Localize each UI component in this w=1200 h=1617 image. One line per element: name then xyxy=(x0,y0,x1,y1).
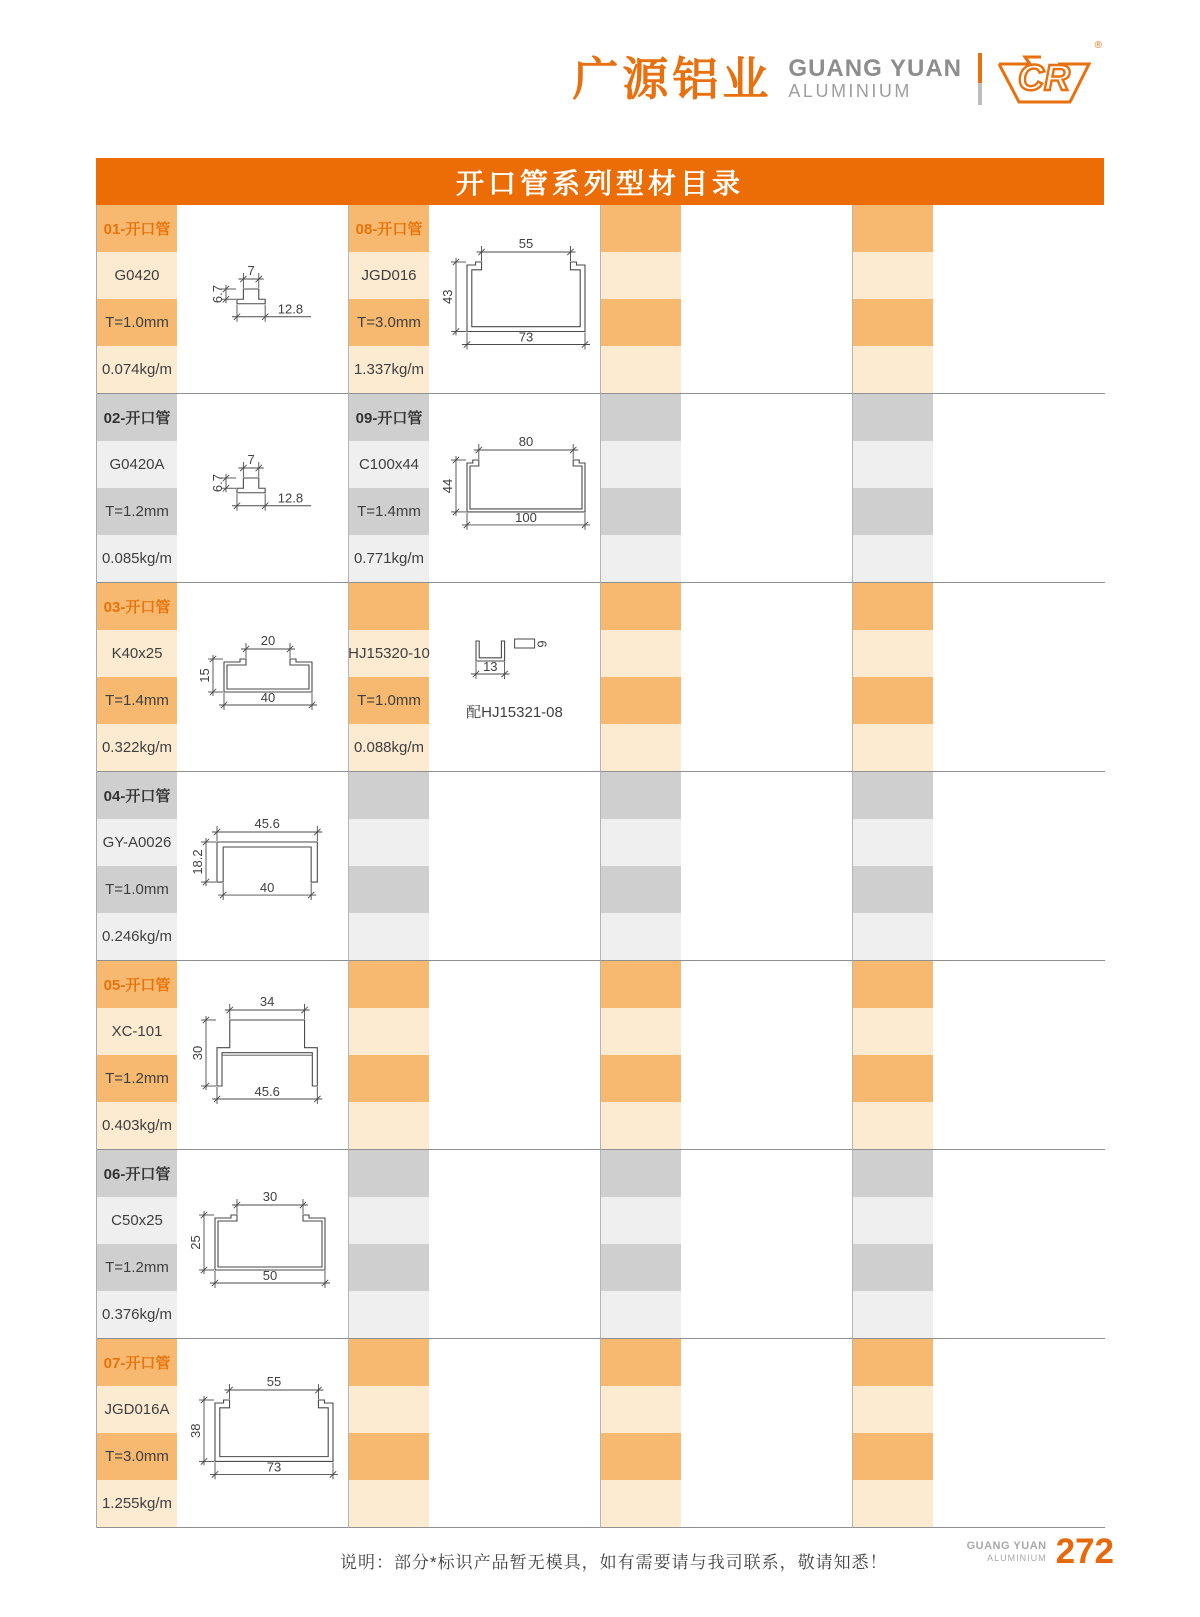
stripe-cell xyxy=(853,819,933,866)
stripe-cell xyxy=(601,1055,681,1102)
company-logo-icon xyxy=(996,40,1102,110)
empty-product-cell xyxy=(853,583,1105,772)
brand-name-english xyxy=(788,56,962,102)
product-model: C50x25 xyxy=(97,1197,177,1244)
dimension-label: 6.7 xyxy=(210,473,226,492)
stripe-cell xyxy=(601,488,681,535)
stripe-cell xyxy=(601,1102,681,1149)
dimension-label: 7 xyxy=(247,451,256,467)
dimension-label: 18.2 xyxy=(190,849,206,875)
product-weight: 0.322kg/m xyxy=(97,724,177,771)
stripe-cell xyxy=(853,866,933,913)
diagram-area xyxy=(429,772,600,960)
empty-product-cell xyxy=(601,583,853,772)
diagram-area xyxy=(177,772,348,960)
diagram-area xyxy=(429,961,600,1149)
product-thickness: T=1.2mm xyxy=(97,1244,177,1291)
footer-brand xyxy=(967,1540,1047,1563)
stripe-cell xyxy=(853,630,933,677)
page-header xyxy=(0,0,1200,150)
profile-drawing xyxy=(205,452,319,525)
stripe-cell xyxy=(853,1150,933,1197)
product-label-column xyxy=(601,1339,681,1527)
product-label-column xyxy=(853,772,933,960)
diagram-area xyxy=(681,583,852,771)
stripe-cell xyxy=(349,1150,429,1197)
empty-product-cell xyxy=(853,772,1105,961)
product-label-column xyxy=(853,583,933,771)
stripe-cell xyxy=(601,772,681,819)
stripe-cell xyxy=(853,1055,933,1102)
stripe-cell xyxy=(601,866,681,913)
profile-drawing xyxy=(462,633,567,699)
product-thickness: T=3.0mm xyxy=(97,1433,177,1480)
stripe-cell xyxy=(853,1008,933,1055)
stripe-cell xyxy=(853,1244,933,1291)
product-model: K40x25 xyxy=(97,630,177,677)
dimension-label: 50 xyxy=(262,1267,278,1283)
product-thickness: T=1.4mm xyxy=(97,677,177,724)
stripe-cell xyxy=(349,772,429,819)
product-id: 03-开口管 xyxy=(97,583,177,630)
diagram-area xyxy=(933,772,1105,960)
stripe-cell xyxy=(853,1197,933,1244)
product-model: JGD016 xyxy=(349,252,429,299)
product-model: GY-A0026 xyxy=(97,819,177,866)
dimension-label: 34 xyxy=(260,994,275,1009)
stripe-cell xyxy=(853,441,933,488)
profile-drawing xyxy=(429,232,613,366)
dimension-label: 40 xyxy=(260,689,275,705)
dimension-label: 73 xyxy=(266,1459,282,1475)
profile-drawing xyxy=(177,1370,361,1495)
product-model: G0420 xyxy=(97,252,177,299)
diagram-area xyxy=(429,1339,600,1527)
product-weight: 0.085kg/m xyxy=(97,535,177,582)
product-label-column xyxy=(349,961,429,1149)
product-cell-C50x25 xyxy=(97,1150,349,1339)
dimension-label: 20 xyxy=(260,632,275,648)
product-label-column xyxy=(349,394,429,582)
stripe-cell xyxy=(349,1008,429,1055)
stripe-cell xyxy=(853,724,933,771)
dimension-label: 45.6 xyxy=(254,815,281,831)
stripe-cell xyxy=(853,961,933,1008)
empty-product-cell xyxy=(601,1339,853,1528)
product-weight: 1.255kg/m xyxy=(97,1480,177,1527)
dimension-label: 40 xyxy=(260,880,275,896)
product-label-column xyxy=(97,772,177,960)
dimension-label: 55 xyxy=(518,236,534,252)
stripe-cell xyxy=(853,299,933,346)
product-id xyxy=(349,583,429,630)
product-label-column xyxy=(853,394,933,582)
dimension-label: 30 xyxy=(262,1188,278,1204)
product-label-column xyxy=(601,394,681,582)
footer-brand-sub: ALUMINIUM xyxy=(987,1552,1047,1563)
stripe-cell xyxy=(601,394,681,441)
empty-product-cell xyxy=(349,961,601,1150)
product-label-column xyxy=(601,772,681,960)
diagram-area xyxy=(177,1150,353,1338)
stripe-cell xyxy=(601,819,681,866)
diagram-area xyxy=(933,394,1105,582)
dimension-label: 73 xyxy=(518,329,534,345)
stripe-cell xyxy=(349,866,429,913)
footer-brand-en: GUANG YUAN xyxy=(966,1540,1047,1552)
product-id: 04-开口管 xyxy=(97,772,177,819)
empty-product-cell xyxy=(601,1150,853,1339)
stripe-cell xyxy=(853,677,933,724)
diagram-area xyxy=(681,1150,852,1338)
product-label-column xyxy=(349,1150,429,1338)
product-label-column xyxy=(97,205,177,393)
dimension-label: 30 xyxy=(190,1045,206,1061)
stripe-cell xyxy=(853,1339,933,1386)
diagram-area xyxy=(933,1339,1105,1527)
product-cell-GY-A0026 xyxy=(97,772,349,961)
product-cell-JGD016A xyxy=(97,1339,349,1528)
product-id: 02-开口管 xyxy=(97,394,177,441)
product-weight: 0.074kg/m xyxy=(97,346,177,393)
stripe-cell xyxy=(601,913,681,960)
stripe-cell xyxy=(601,583,681,630)
diagram-area xyxy=(933,205,1105,393)
brand-divider xyxy=(978,53,982,105)
product-id: 01-开口管 xyxy=(97,205,177,252)
catalog-title: 开口管系列型材目录 xyxy=(455,167,744,199)
brand-en-line: GUANG YUAN xyxy=(788,55,962,83)
dimension-label: 6.7 xyxy=(210,284,226,303)
empty-product-cell xyxy=(601,961,853,1150)
stripe-cell xyxy=(601,205,681,252)
diagram-area xyxy=(177,1339,361,1527)
product-cell-XC-101 xyxy=(97,961,349,1150)
product-label-column xyxy=(601,961,681,1149)
empty-product-cell xyxy=(349,1150,601,1339)
product-label-column xyxy=(97,961,177,1149)
empty-product-cell xyxy=(853,1150,1105,1339)
profile-drawing xyxy=(179,990,345,1120)
logo-emblem-icon xyxy=(996,48,1092,110)
stripe-cell xyxy=(601,1291,681,1338)
product-label-column xyxy=(853,1150,933,1338)
stripe-cell xyxy=(349,1386,429,1433)
stripe-cell xyxy=(601,441,681,488)
stripe-cell xyxy=(349,961,429,1008)
stripe-cell xyxy=(349,1433,429,1480)
dimension-label: 12.8 xyxy=(278,301,304,317)
product-model: C100x44 xyxy=(349,441,429,488)
product-label-column xyxy=(349,772,429,960)
registered-trademark-mark: ® xyxy=(1094,40,1102,51)
diagram-area xyxy=(177,205,348,393)
dimension-label: 38 xyxy=(188,1423,203,1439)
stripe-cell xyxy=(349,1244,429,1291)
product-id: 06-开口管 xyxy=(97,1150,177,1197)
dimension-label: 25 xyxy=(188,1234,203,1250)
product-cell-C100x44 xyxy=(349,394,601,583)
product-weight: 0.088kg/m xyxy=(349,724,429,771)
profile-drawing xyxy=(429,430,613,546)
product-model: JGD016A xyxy=(97,1386,177,1433)
diagram-area xyxy=(933,961,1105,1149)
stripe-cell xyxy=(601,1008,681,1055)
product-thickness: T=1.2mm xyxy=(97,488,177,535)
product-thickness: T=1.4mm xyxy=(349,488,429,535)
empty-product-cell xyxy=(601,772,853,961)
stripe-cell xyxy=(853,205,933,252)
stripe-cell xyxy=(601,1197,681,1244)
empty-product-cell xyxy=(853,961,1105,1150)
product-id: 05-开口管 xyxy=(97,961,177,1008)
empty-product-cell xyxy=(853,1339,1105,1528)
stripe-cell xyxy=(349,1291,429,1338)
empty-product-cell xyxy=(853,394,1105,583)
stripe-cell xyxy=(349,1197,429,1244)
stripe-cell xyxy=(601,535,681,582)
stripe-cell xyxy=(853,913,933,960)
product-label-column xyxy=(349,205,429,393)
product-label-column xyxy=(601,583,681,771)
stripe-cell xyxy=(601,346,681,393)
dimension-label: 12.8 xyxy=(278,490,304,506)
stripe-cell xyxy=(601,724,681,771)
stripe-cell xyxy=(601,1433,681,1480)
profile-drawing xyxy=(179,814,345,918)
stripe-cell xyxy=(601,1480,681,1527)
stripe-cell xyxy=(853,535,933,582)
product-id: 08-开口管 xyxy=(349,205,429,252)
catalog-title-bar xyxy=(96,158,1104,205)
product-label-column xyxy=(97,1150,177,1338)
stripe-cell xyxy=(601,1150,681,1197)
empty-product-cell xyxy=(853,205,1105,394)
stripe-cell xyxy=(853,488,933,535)
empty-product-cell xyxy=(601,205,853,394)
dimension-label: 100 xyxy=(515,509,537,525)
diagram-note: 配HJ15321-08 xyxy=(466,703,563,721)
dimension-label: 44 xyxy=(440,478,455,494)
dimension-label: 13 xyxy=(483,658,498,674)
product-model: G0420A xyxy=(97,441,177,488)
product-id: 09-开口管 xyxy=(349,394,429,441)
product-label-column xyxy=(97,394,177,582)
product-cell-G0420A xyxy=(97,394,349,583)
product-thickness: T=3.0mm xyxy=(349,299,429,346)
diagram-area xyxy=(177,961,348,1149)
stripe-cell xyxy=(601,1339,681,1386)
stripe-cell xyxy=(349,1480,429,1527)
product-weight: 0.771kg/m xyxy=(349,535,429,582)
diagram-area xyxy=(177,394,348,582)
product-label-column xyxy=(601,205,681,393)
stripe-cell xyxy=(349,1102,429,1149)
stripe-cell xyxy=(853,1386,933,1433)
diagram-area xyxy=(681,1339,852,1527)
stripe-cell xyxy=(853,394,933,441)
product-label-column xyxy=(601,1150,681,1338)
stripe-cell xyxy=(853,1291,933,1338)
empty-product-cell xyxy=(349,772,601,961)
diagram-area xyxy=(681,205,852,393)
diagram-area xyxy=(933,1150,1105,1338)
page-number: 272 xyxy=(1055,1532,1114,1571)
product-label-column xyxy=(97,583,177,771)
stripe-cell xyxy=(349,913,429,960)
stripe-cell xyxy=(601,1386,681,1433)
stripe-cell xyxy=(853,583,933,630)
empty-product-cell xyxy=(349,1339,601,1528)
diagram-area xyxy=(429,394,613,582)
product-thickness: T=1.0mm xyxy=(349,677,429,724)
product-model: XC-101 xyxy=(97,1008,177,1055)
diagram-area xyxy=(681,772,852,960)
product-label-column xyxy=(349,1339,429,1527)
footer-note: 说明：部分*标识产品暂无模具，如有需要请与我司联系，敬请知悉！ xyxy=(340,1553,888,1572)
dimension-label: 7 xyxy=(247,262,256,278)
product-model: HJ15320-10 xyxy=(349,630,429,677)
brand-name-chinese: 广源铝业 xyxy=(572,53,773,105)
product-label-column xyxy=(853,961,933,1149)
stripe-cell xyxy=(601,961,681,1008)
stripe-cell xyxy=(853,252,933,299)
profile-drawing xyxy=(205,263,319,336)
diagram-area xyxy=(933,583,1105,771)
product-weight: 0.403kg/m xyxy=(97,1102,177,1149)
diagram-area xyxy=(681,961,852,1149)
stripe-cell xyxy=(853,1102,933,1149)
product-thickness: T=1.0mm xyxy=(97,866,177,913)
product-thickness: T=1.2mm xyxy=(97,1055,177,1102)
dimension-label: 15 xyxy=(196,667,212,683)
stripe-cell xyxy=(601,677,681,724)
page-number-block xyxy=(967,1534,1114,1569)
profile-drawing xyxy=(186,629,340,726)
brand-sub-line: ALUMINIUM xyxy=(788,81,912,102)
stripe-cell xyxy=(349,1339,429,1386)
dimension-label: 9 xyxy=(534,639,550,648)
stripe-cell xyxy=(601,1244,681,1291)
diagram-area xyxy=(177,583,348,771)
dimension-label: 80 xyxy=(518,434,534,450)
stripe-cell xyxy=(349,819,429,866)
stripe-cell xyxy=(853,1480,933,1527)
table-body xyxy=(96,205,1104,1528)
stripe-cell xyxy=(853,346,933,393)
stripe-cell xyxy=(601,299,681,346)
dimension-label: 45.6 xyxy=(254,1084,281,1099)
catalog-table xyxy=(96,158,1104,1528)
product-cell-HJ15320-10 xyxy=(349,583,601,772)
product-cell-K40x25 xyxy=(97,583,349,772)
logo-letters: CR xyxy=(1018,57,1070,98)
dimension-label: 43 xyxy=(440,289,455,305)
diagram-area xyxy=(429,583,600,771)
product-thickness: T=1.0mm xyxy=(97,299,177,346)
stripe-cell xyxy=(853,772,933,819)
product-weight: 0.376kg/m xyxy=(97,1291,177,1338)
stripe-cell xyxy=(601,630,681,677)
product-label-column xyxy=(97,1339,177,1527)
product-weight: 0.246kg/m xyxy=(97,913,177,960)
stripe-cell xyxy=(349,1055,429,1102)
product-label-column xyxy=(349,583,429,771)
diagram-area xyxy=(429,1150,600,1338)
product-cell-G0420 xyxy=(97,205,349,394)
diagram-area xyxy=(681,394,852,582)
stripe-cell xyxy=(853,1433,933,1480)
product-label-column xyxy=(853,1339,933,1527)
product-label-column xyxy=(853,205,933,393)
profile-drawing xyxy=(177,1185,353,1304)
brand-block xyxy=(572,40,1102,110)
stripe-cell xyxy=(601,252,681,299)
product-weight: 1.337kg/m xyxy=(349,346,429,393)
product-cell-JGD016 xyxy=(349,205,601,394)
diagram-area xyxy=(429,205,613,393)
dimension-label: 55 xyxy=(266,1374,282,1390)
empty-product-cell xyxy=(601,394,853,583)
product-id: 07-开口管 xyxy=(97,1339,177,1386)
